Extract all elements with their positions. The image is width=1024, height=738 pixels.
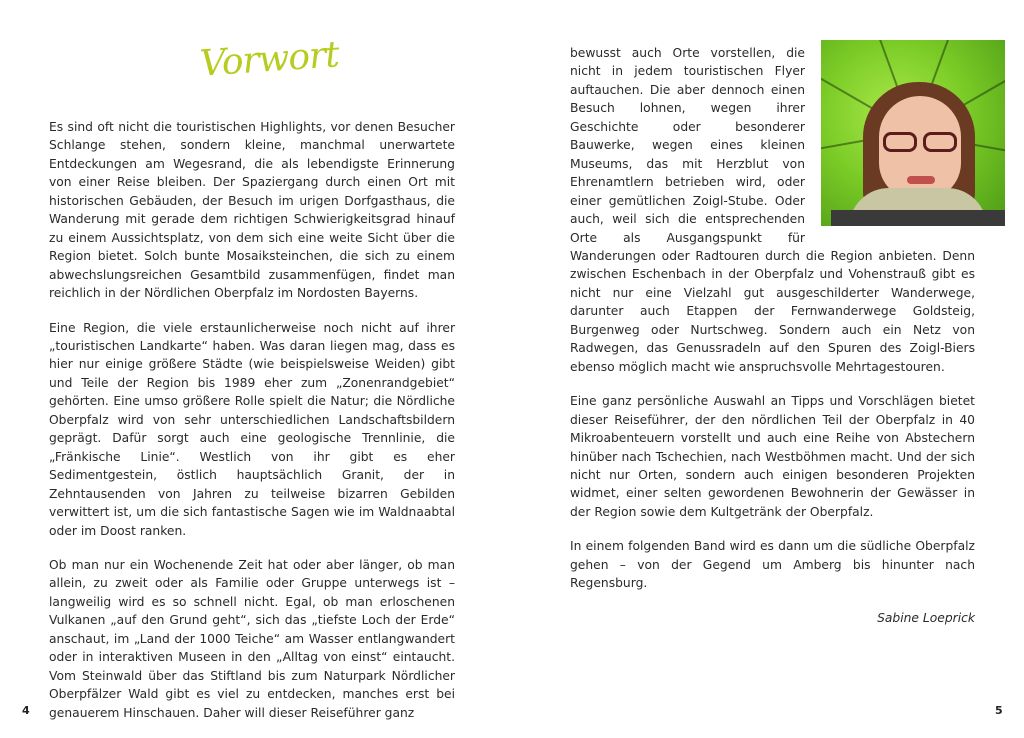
paragraph: Eine ganz persönliche Auswahl an Tipps und Vorschlägen bietet dieser Reiseführer, der den nördlichen Teil der Oberpfalz in 40 Mikroabenteuern vorstellt und auch eine Reihe von Abstechern hinüber nach Tschechien, nach Westböhmen macht. Und der sich nicht nur Orten, sondern auch einigen besonderen Projekten widmet, einer selten gewordenen Bewohnerin der Gewässer in der Region sowie dem Kultgetränk der Oberpfalz.	[570, 394, 975, 519]
page-number-left: 4	[22, 704, 30, 717]
left-text-column	[49, 118, 455, 738]
paragraph: Ob man nur ein Wochenende Zeit hat oder aber länger, ob man allein, zu zweit oder als Familie oder Gruppe unterwegs ist – langweilig wird es so schnell nicht. Egal, ob man erloschenen Vulkanen „auf den Grund geht“, sich das „tiefste Loch der Erde“ anschaut, im „Land der 1000 Teiche“ am Wasser entlangwandert oder in interaktiven Museen in den „Alltag von einst“ eintaucht. Vom Steinwald über das Stiftland bis zum Naturpark Nördlicher Oberpfälzer Wald gibt es viel zu entdecken, manches erst bei genauerem Hinschauen. Daher will dieser Reiseführer ganz	[49, 557, 455, 720]
author-signature: Sabine Loeprick	[877, 610, 975, 625]
left-page	[0, 0, 512, 734]
paragraph: bewusst auch Orte vorstellen, die nicht in jedem touristischen Flyer auftauchen. Die aber dennoch einen Besuch lohnen, wegen ihrer Geschichte oder besonderer Bauwerke, wegen eines kleinen Museums, das mit Herzblut von Ehrenamtlern betrieben wird, oder einer gemütlichen Zoigl-Stube. Oder auch, weil sich die entsprechenden Orte als Ausgangspunkt für Wanderungen oder Radtouren durch die Region anbieten. Denn zwischen Eschenbach in der Oberpfalz und Vohenstrauß gibt es nicht nur eine Vielzahl gut ausgeschilderter Wanderwege, darunter auch Etappen der Fernwanderwege Goldsteig, Burgenweg oder Nurtschweg. Sondern auch ein Netz von Radwegen, das Genussradeln auf den Spuren des Zoigl-Biers ebenso möglich macht wie anspruchsvolle Mehrtagestouren.	[570, 46, 975, 374]
paragraph: Eine Region, die viele erstaunlicherweise noch nicht auf ihrer „touristischen Landkarte“ haben. Was daran liegen mag, dass es hier nur einige größere Städte (wie beispielsweise Weiden) gibt und Teile der Region bis 1989 eher zum „Zonenrandgebiet“ gehörten. Eine umso größere Rolle spielt die Natur; die Nördliche Oberpfalz wird von sehr unterschiedlichen Landschaftsbildern geprägt. Dafür sorgt auch eine geologische Trennlinie, die „Fränkische Linie“. Westlich von ihr gibt es eher Sedimentgestein, östlich hauptsächlich Granit, der in Zehntausenden von Jahren zu teilweise bizarren Gebilden verwittert ist, um die sich fantastische Sagen wie im Waldnaabtal oder im Doost ranken.	[49, 320, 455, 538]
paragraph: Es sind oft nicht die touristischen Highlights, vor denen Besucher Schlange stehen, sondern kleine, manchmal unerwartete Entdeckungen am Wegesrand, die als lebendigste Erinnerung von einer Reise bleiben. Der Spaziergang durch einen Ort mit historischen Gebäuden, der Besuch im urigen Dorfgasthaus, die Wanderung mit gerade dem richtigen Schwierigkeitsgrad hinauf zu einem Aussichtsplatz, von dem sich eine weite Sicht über die Region bietet. Solch bunte Mosaiksteinchen, die sich zu einem abwechslungsreichen Gesamtbild zusammenfügen, findet man reichlich in der Nördlichen Oberpfalz im Nordosten Bayerns.	[49, 120, 455, 301]
page-title: Vorwort	[198, 34, 340, 85]
author-photo	[821, 40, 1005, 226]
paragraph: In einem folgenden Band wird es dann um die südliche Oberpfalz gehen – von der Gegend um Amberg bis hinunter nach Regensburg.	[570, 539, 975, 591]
right-text-column	[570, 44, 975, 627]
page-number-right: 5	[995, 704, 1003, 717]
